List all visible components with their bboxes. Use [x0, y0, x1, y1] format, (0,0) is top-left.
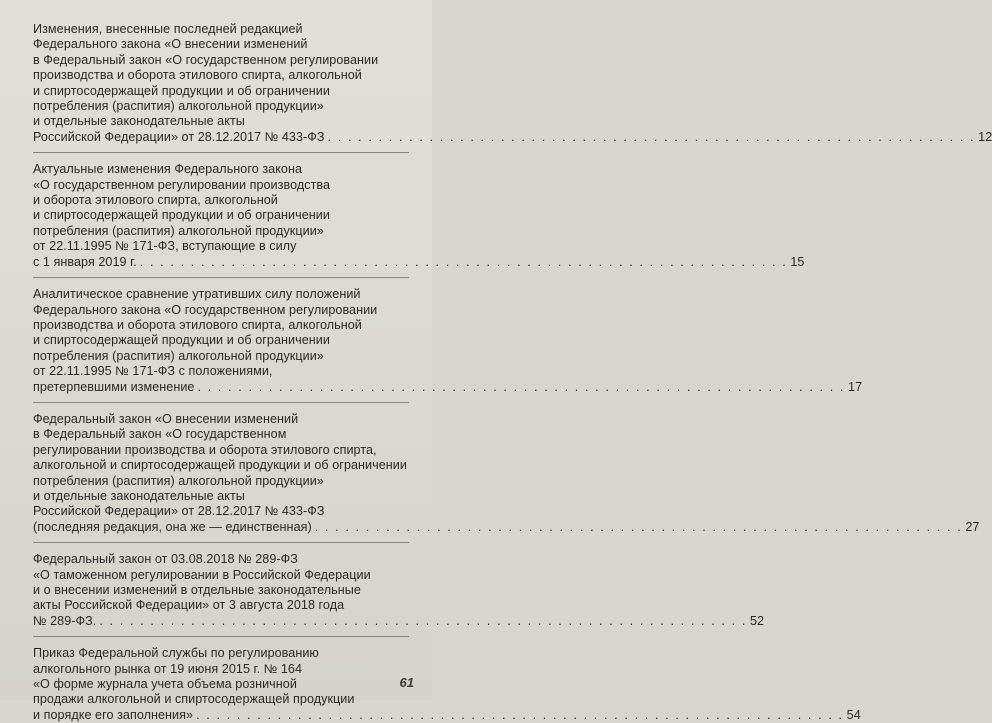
entry-text-line: Российской Федерации» от 28.12.2017 № 433-ФЗ: [33, 129, 325, 144]
entry-text-line: производства и оборота этилового спирта, алкогольной: [33, 317, 362, 332]
entry-divider: [33, 542, 409, 543]
entry-text-line: алкогольной и спиртосодержащей продукции и об ограничении: [33, 458, 407, 473]
dot-leader: [197, 380, 845, 395]
page-number: 61: [399, 675, 414, 690]
entry-text-line: и о внесении изменений в отдельные законодательные: [33, 583, 361, 597]
entry-text-line: и спиртосодержащей продукции и об ограничении: [33, 208, 330, 223]
entry-text-line: регулировании производства и оборота этилового спирта,: [33, 442, 377, 457]
entry-text-line: Федерального закона «О государственном регулировании: [33, 302, 378, 317]
entry-text-line: производства и оборота этилового спирта, алкогольной: [33, 68, 362, 83]
entry-text-line: Приказ Федеральной службы по регулированию: [33, 646, 319, 661]
entry-text-line: продажи алкогольной и спиртосодержащей продукции: [33, 692, 355, 707]
entry-page-number: 17: [848, 379, 863, 394]
entry-text-line: и порядке его заполнения»: [33, 707, 194, 722]
dot-leader: [99, 614, 747, 629]
entry-last-line: [33, 254, 805, 270]
entry-text-line: «О таможенном регулировании в Российской Федерации: [33, 567, 371, 582]
entry-text-line: потребления (распития) алкогольной продукции»: [33, 99, 324, 114]
table-of-contents: [33, 22, 992, 723]
entry-text-line: от 22.11.1995 № 171-ФЗ, вступающие в силу: [33, 239, 297, 254]
entry-text-line: «О форме журнала учета объема розничной: [33, 677, 297, 692]
entry-text-line: Федеральный закон «О внесении изменений: [33, 411, 299, 426]
entry-text-line: № 289-ФЗ.: [33, 613, 97, 628]
entry-text-line: Изменения, внесенные последней редакцией: [33, 22, 303, 36]
entry-text-line: в Федеральный закон «О государственном: [33, 427, 287, 442]
entry-text-line: акты Российской Федерации» от 3 августа 2018 года: [33, 598, 345, 613]
entry-last-line: [33, 379, 863, 395]
entry-text-line: потребления (распития) алкогольной продукции»: [33, 223, 324, 238]
entry-text-line: потребления (распития) алкогольной продукции»: [33, 473, 324, 488]
entry-last-line: [33, 519, 980, 535]
entry-divider: [33, 277, 409, 278]
entry-text-line: Федеральный закон от 03.08.2018 № 289-ФЗ: [33, 552, 298, 567]
entry-page-number: 54: [846, 707, 861, 722]
entry-divider: [33, 152, 409, 153]
entry-text-line: потребления (распития) алкогольной продукции»: [33, 348, 324, 363]
entry-text-line: и спиртосодержащей продукции и об ограничении: [33, 333, 330, 348]
dot-leader: [140, 255, 788, 270]
entry-text-line: от 22.11.1995 № 171-ФЗ с положениями,: [33, 364, 273, 379]
entry-text-line: Актуальные изменения Федерального закона: [33, 162, 303, 177]
entry-last-line: [33, 613, 765, 629]
dot-leader: [196, 708, 844, 723]
entry-last-line: [33, 129, 992, 145]
entry-text-line: Российской Федерации» от 28.12.2017 № 433-ФЗ: [33, 504, 325, 519]
toc-entry-4: [33, 411, 980, 535]
entry-page-number: 15: [790, 254, 805, 269]
entry-text-line: претерпевшими изменение: [33, 379, 195, 394]
toc-entry-5: [33, 552, 765, 629]
entry-text-line: Федерального закона «О внесении изменений: [33, 37, 308, 52]
entry-page-number: 12: [978, 129, 992, 144]
entry-divider: [33, 402, 409, 403]
entry-text-line: Аналитическое сравнение утративших силу положений: [33, 287, 361, 302]
entry-text-line: в Федеральный закон «О государственном регулировании: [33, 52, 379, 67]
toc-entry-6: [33, 646, 861, 723]
toc-entry-2: [33, 162, 805, 270]
entry-text-line: и спиртосодержащей продукции и об ограничении: [33, 83, 330, 98]
entry-text-line: и оборота этилового спирта, алкогольной: [33, 193, 278, 208]
dot-leader: [328, 130, 976, 145]
entry-text-line: «О государственном регулировании производства: [33, 177, 331, 192]
toc-entry-3: [33, 287, 863, 395]
entry-text-line: алкогольного рынка от 19 июня 2015 г. № 164: [33, 661, 303, 676]
entry-page-number: 27: [965, 519, 980, 534]
entry-text-line: и отдельные законодательные акты: [33, 114, 245, 129]
entry-text-line: с 1 января 2019 г.: [33, 254, 137, 269]
entry-text-line: (последняя редакция, она же — единственная): [33, 519, 312, 534]
entry-page-number: 52: [749, 613, 765, 628]
dot-leader: [315, 520, 963, 535]
entry-text-line: и отдельные законодательные акты: [33, 488, 245, 503]
toc-entry-1: [33, 22, 992, 145]
entry-last-line: [33, 707, 861, 723]
entry-divider: [33, 636, 409, 637]
